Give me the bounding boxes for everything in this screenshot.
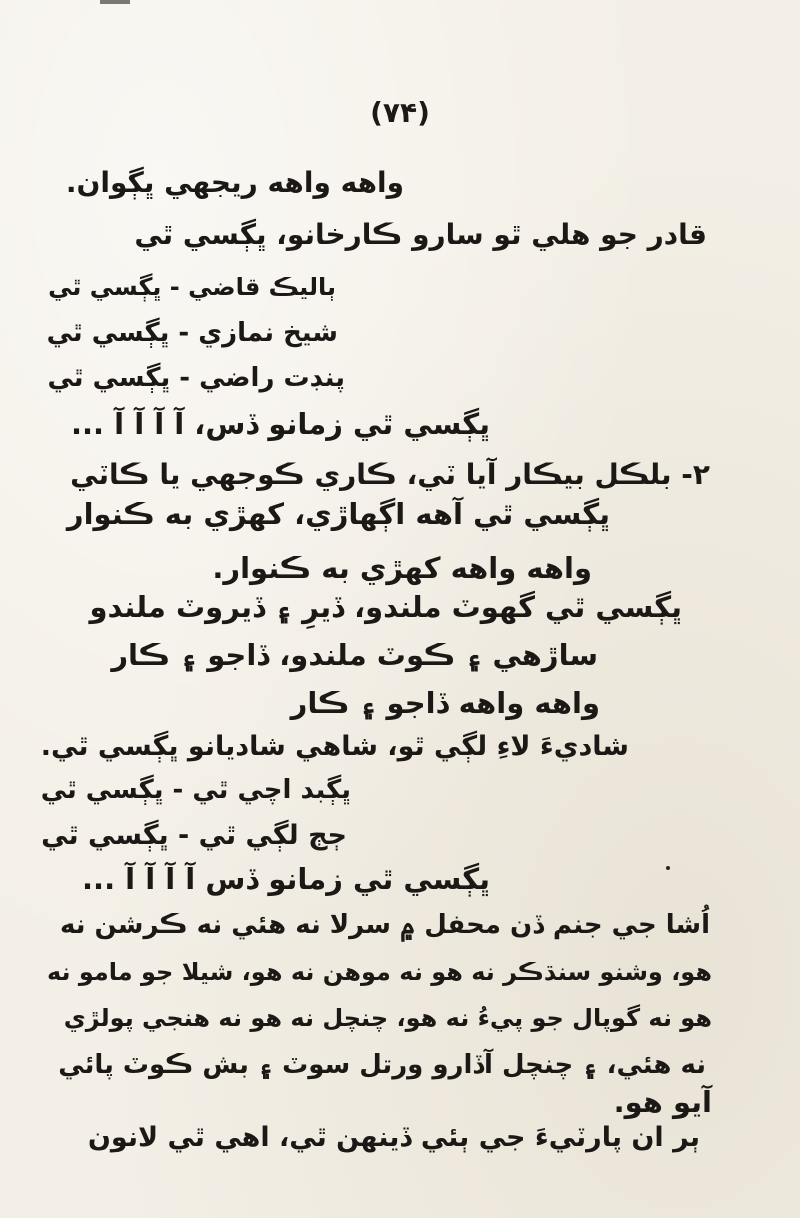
text-line-8: ڀڳسي ٿي آهه اڳهاڙي، کهڙي به ڪنوار (66, 497, 610, 531)
top-edge-mark (100, 0, 130, 4)
text-line-13: شاديءَ لاءِ لڳي ٿو، شاهي شاديانو ڀڳسي ٿي. (40, 731, 629, 762)
page-number: (٧۴) (370, 96, 430, 129)
text-line-19: هو نه گوپال جو پيءُ نه هو، چنچل نه هو نه هنجي پولڙي (63, 1004, 712, 1032)
text-line-20: نه هئي، ۽ چنچل آڏارو ورتل سوٽ ۽ بش ڪوٽ پائي (58, 1050, 706, 1080)
text-line-21: آيو هو. (613, 1085, 712, 1119)
text-line-6: ڀڳسي ٿي زمانو ڏس، آ آ آ آ ... (71, 407, 490, 441)
text-line-5: پنڊت راضي - ڀڳسي ٿي (47, 363, 345, 393)
text-line-10: ڀڳسي ٿي گهوٽ ملندو، ڏيرِ ۽ ڏيروٽ ملندو (89, 590, 682, 624)
text-line-1: واهه واهه ريجهي ڀڳوان. (65, 166, 404, 199)
text-line-3: ٻاليڪ قاضي - ڀڳسي ٿي (48, 273, 336, 301)
text-line-15: ڄڄ لڳي ٿي - ڀڳسي ٿي (41, 820, 347, 851)
text-line-7: ٢- بلڪل بيڪار آيا ٽي، ڪاري ڪوجهي يا ڪاٽي (70, 458, 710, 491)
ink-speck (666, 866, 670, 870)
text-line-9: واهه واهه کهڙي به ڪنوار. (212, 551, 592, 585)
text-line-18: هو، وشنو سنڌڪر نه هو نه موهن نه هو، شيلا جو مامو نه (46, 958, 712, 986)
text-line-14: ڀڳبد اچي ٿي - ڀڳسي ٿي (40, 775, 351, 805)
text-line-12: واهه واهه ڏاجو ۽ ڪار (290, 686, 600, 720)
text-line-2: قادر جو هلي ٿو سارو ڪارخانو، ڀڳسي ٿي (134, 218, 707, 251)
text-line-4: شيخ نمازي - ڀڳسي ٿي (46, 318, 338, 348)
text-line-17: اُشا جي جنم ڏن محفل ۾ سرلا نه هئي نه ڪرشن نه (59, 910, 710, 940)
text-line-16: ڀڳسي ٿي زمانو ڏس آ آ آ آ ... (82, 862, 490, 896)
text-line-22: ٻر ان پارٽيءَ جي ٻئي ڏينهن ٿي، اهي ٿي لانون (87, 1122, 700, 1153)
text-line-11: ساڙهي ۽ ڪوٽ ملندو، ڏاجو ۽ ڪار (111, 638, 598, 672)
